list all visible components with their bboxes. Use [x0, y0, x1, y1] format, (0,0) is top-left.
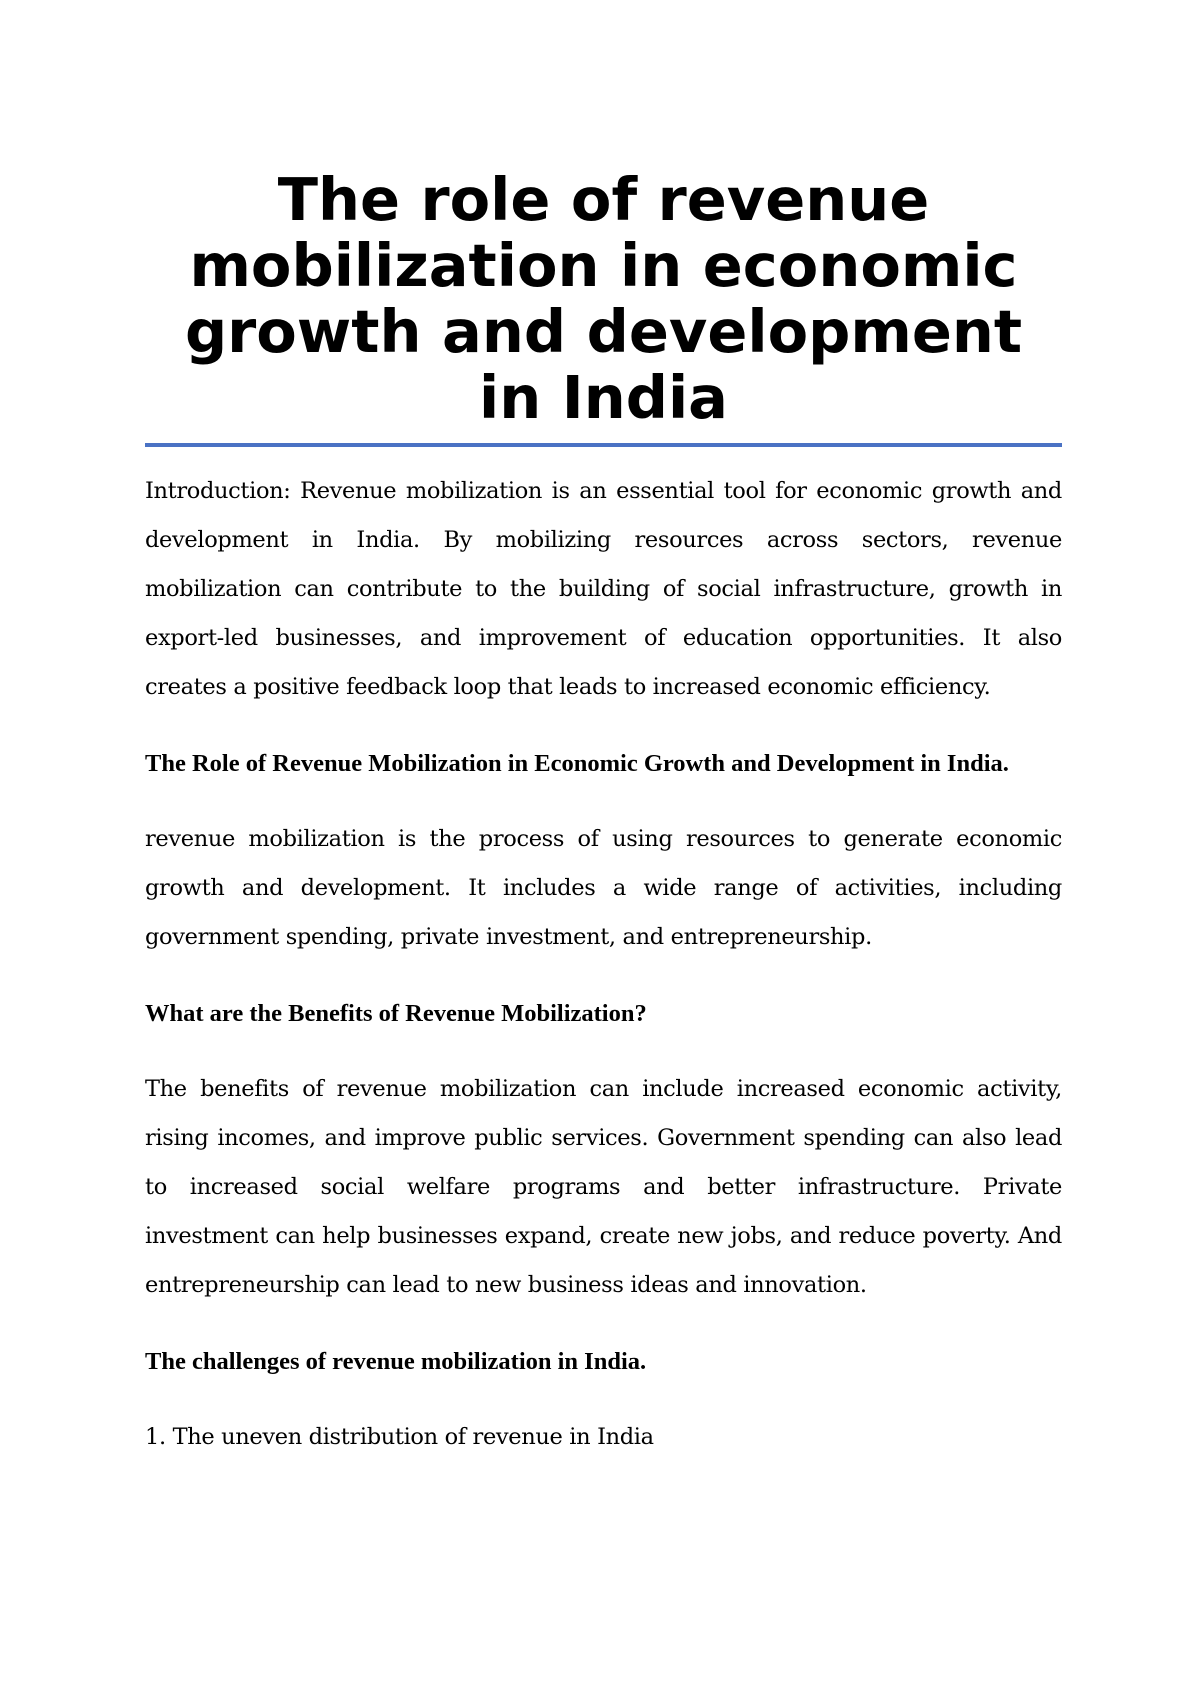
- benefits-paragraph: The benefits of revenue mobilization can include increased economic activity, rising incomes, and improve public services. Government spending can also lead to increased social welfare programs and better infrastructure. Private investment can help businesses expand, create new jobs, and reduce poverty. And entrepreneurship can lead to new business ideas and innovation.: [145, 1076, 1062, 1298]
- intro-paragraph: Introduction: Revenue mobilization is an essential tool for economic growth and development in India. By mobilizing resources across sectors, revenue mobilization can contribute to the building of social infrastructure, growth in export-led businesses, and improvement of education opportunities. It also creates a positive feedback loop that leads to increased economic efficiency.: [145, 478, 1062, 700]
- document-title: The role of revenue mobilization in economic growth and development in India: [184, 165, 1023, 432]
- section-heading-challenges: The challenges of revenue mobilization in India.: [145, 1348, 647, 1375]
- challenge-list-item: 1. The uneven distribution of revenue in India: [145, 1424, 654, 1450]
- definition-paragraph: revenue mobilization is the process of using resources to generate economic growth and development. It includes a wide range of activities, including government spending, private investment, and entrepreneurship.: [145, 826, 1062, 950]
- section-heading-role: The Role of Revenue Mobilization in Economic Growth and Development in India.: [145, 750, 1009, 777]
- title-underline-rule: [145, 443, 1062, 447]
- section-heading-benefits: What are the Benefits of Revenue Mobilization?: [145, 1000, 647, 1027]
